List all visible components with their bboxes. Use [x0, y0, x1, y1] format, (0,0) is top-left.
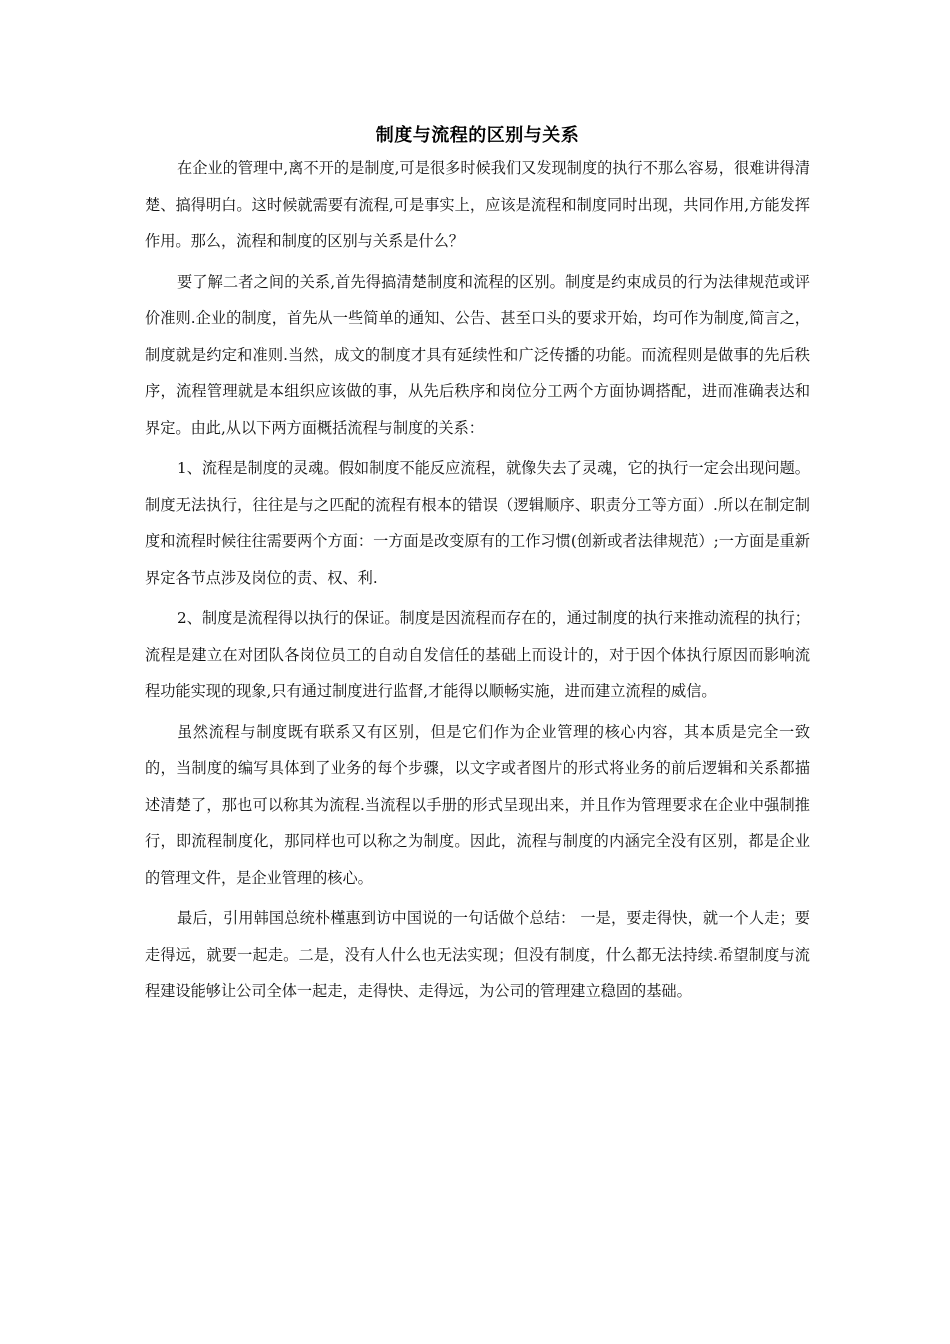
paragraph-intro: 在企业的管理中,离不开的是制度,可是很多时候我们又发现制度的执行不那么容易，很难讲得清楚、搞得明白。这时候就需要有流程,可是事实上，应该是流程和制度同时出现，共同作用,方能发挥作用。那么，流程和制度的区别与关系是什么？ [145, 159, 810, 250]
paragraph-conclusion: 最后，引用韩国总统朴槿惠到访中国说的一句话做个总结： 一是，要走得快，就一个人走；要走得远，就要一起走。二是，没有人什么也无法实现；但没有制度，什么都无法持续.希望制度与流程建设能够让公司全体一起走，走得快、走得远，为公司的管理建立稳固的基础。 [145, 909, 810, 1000]
paragraph-point-2: 2、制度是流程得以执行的保证。制度是因流程而存在的，通过制度的执行来推动流程的执行；流程是建立在对团队各岗位员工的自动自发信任的基础上而设计的，对于因个体执行原因而影响流程功能实现的现象,只有通过制度进行监督,才能得以顺畅实施，进而建立流程的威信。 [145, 609, 810, 700]
paragraph-definitions: 要了解二者之间的关系,首先得搞清楚制度和流程的区别。制度是约束成员的行为法律规范或评价准则.企业的制度，首先从一些简单的通知、公告、甚至口头的要求开始，均可作为制度,简言之，制度就是约定和准则.当然，成文的制度才具有延续性和广泛传播的功能。而流程则是做事的先后秩序，流程管理就是本组织应该做的事，从先后秩序和岗位分工两个方面协调搭配，进而准确表达和界定。由此,从以下两方面概括流程与制度的关系： [145, 272, 810, 437]
document-body [145, 122, 810, 1014]
paragraph-essence: 虽然流程与制度既有联系又有区别，但是它们作为企业管理的核心内容，其本质是完全一致的，当制度的编写具体到了业务的每个步骤，以文字或者图片的形式将业务的前后逻辑和关系都描述清楚了，那也可以称其为流程.当流程以手册的形式呈现出来，并且作为管理要求在企业中强制推行，即流程制度化，那同样也可以称之为制度。因此，流程与制度的内涵完全没有区别，都是企业的管理文件，是企业管理的核心。 [145, 722, 810, 887]
document-title: 制度与流程的区别与关系 [375, 125, 580, 146]
paragraph-point-1: 1、流程是制度的灵魂。假如制度不能反应流程，就像失去了灵魂，它的执行一定会出现问题。制度无法执行，往往是与之匹配的流程有根本的错误（逻辑顺序、职责分工等方面）.所以在制定制度和流程时候往往需要两个方面：一方面是改变原有的工作习惯(创新或者法律规范）;一方面是重新界定各节点涉及岗位的责、权、利. [145, 459, 810, 587]
